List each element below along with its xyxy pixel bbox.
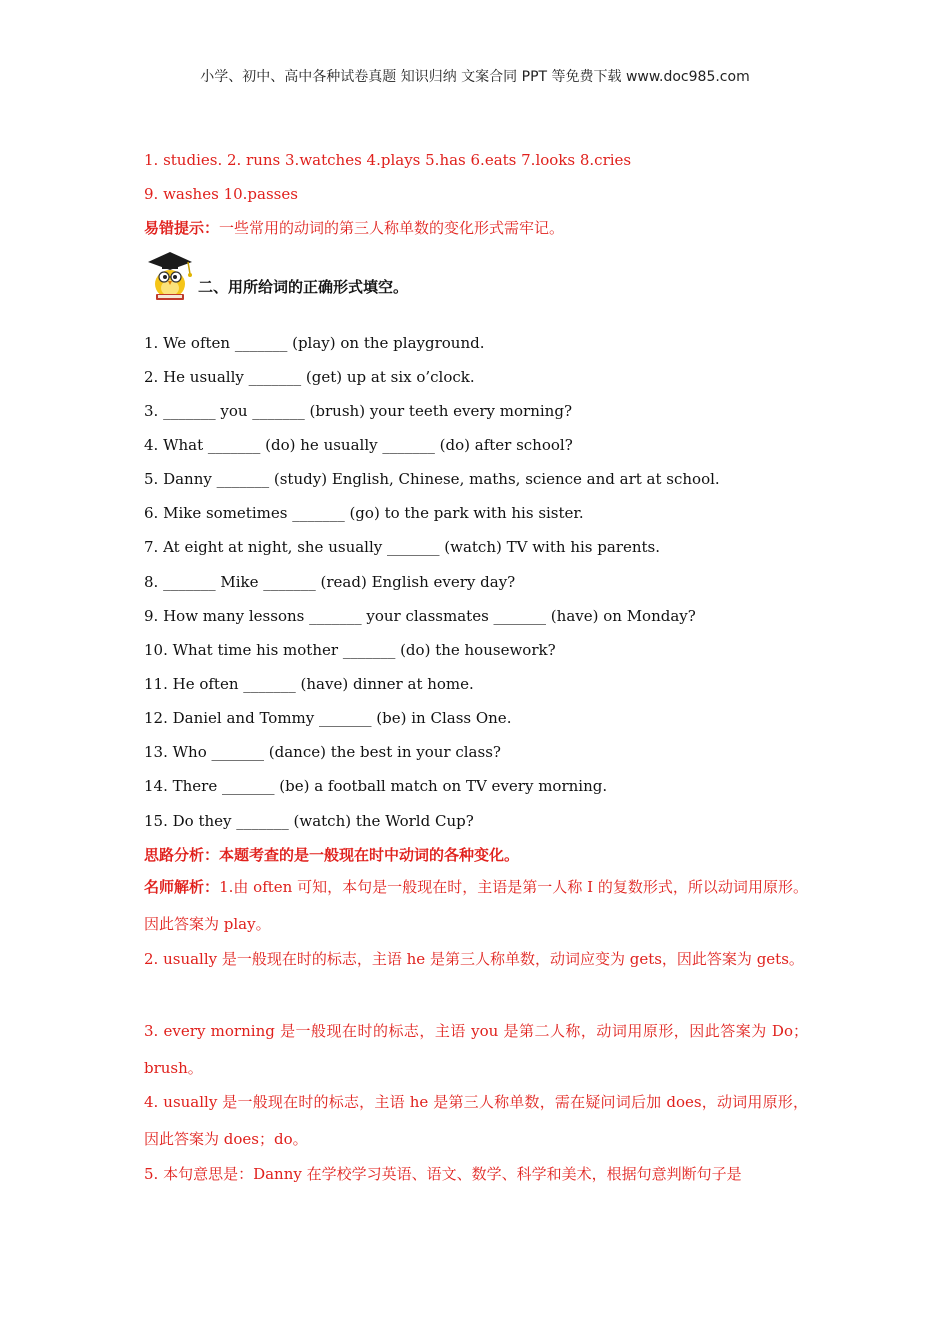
explanation-1-text: 1.由 often 可知，本句是一般现在时，主语是第一人称 I 的复数形式，所以动词用原形。因此答案为 play。 bbox=[144, 878, 808, 933]
error-tip bbox=[144, 218, 564, 238]
owl-scholar-icon bbox=[144, 248, 196, 302]
explanation-5: 5. 本句意思是：Danny 在学校学习英语、语文、数学、科学和美术，根据句意判断句子是 bbox=[144, 1165, 742, 1183]
explanation-1 bbox=[144, 869, 808, 943]
section-2-title: 二、用所给词的正确形式填空。 bbox=[198, 278, 409, 296]
question-item: 7. At eight at night, she usually _______ (watch) TV with his parents. bbox=[144, 538, 660, 556]
question-item: 14. There _______ (be) a football match on TV every morning. bbox=[144, 777, 608, 795]
question-item: 10. What time his mother _______ (do) the housework? bbox=[144, 641, 556, 659]
analysis-summary: 思路分析：本题考查的是一般现在时中动词的各种变化。 bbox=[144, 846, 520, 864]
question-item: 12. Daniel and Tommy _______ (be) in Class One. bbox=[144, 709, 512, 727]
question-item: 9. How many lessons _______ your classmates _______ (have) on Monday? bbox=[144, 607, 696, 625]
question-item: 2. He usually _______ (get) up at six o’clock. bbox=[144, 368, 475, 386]
explanation-label: 名师解析： bbox=[144, 878, 220, 896]
question-item: 15. Do they _______ (watch) the World Cup? bbox=[144, 812, 474, 830]
question-item: 5. Danny _______ (study) English, Chinese, maths, science and art at school. bbox=[144, 470, 720, 488]
section-2-heading bbox=[144, 248, 808, 304]
page-header: 小学、初中、高中各种试卷真题 知识归纳 文案合同 PPT 等免费下载 www.doc985.com bbox=[200, 69, 750, 85]
explanation-4: 4. usually 是一般现在时的标志，主语 he 是第三人称单数，需在疑问词后加 does，动词用原形，因此答案为 does；do。 bbox=[144, 1093, 808, 1148]
question-item: 13. Who _______ (dance) the best in your class? bbox=[144, 743, 501, 761]
question-item: 3. _______ you _______ (brush) your teeth every morning? bbox=[144, 402, 572, 420]
question-item: 4. What _______ (do) he usually _______ (do) after school? bbox=[144, 436, 573, 454]
explanation-2: 2. usually 是一般现在时的标志，主语 he 是第三人称单数，动词应变为 gets，因此答案为 gets。 bbox=[144, 950, 804, 968]
explanation-3: 3. every morning 是一般现在时的标志，主语 you 是第二人称，动词用原形，因此答案为 Do；brush。 bbox=[144, 1022, 808, 1077]
question-item: 11. He often _______ (have) dinner at home. bbox=[144, 675, 474, 693]
question-item: 8. _______ Mike _______ (read) English every day? bbox=[144, 573, 516, 591]
answers-line-1: 1. studies. 2. runs 3.watches 4.plays 5.has 6.eats 7.looks 8.cries bbox=[144, 151, 632, 169]
question-item: 1. We often _______ (play) on the playground. bbox=[144, 334, 485, 352]
answers-line-2: 9. washes 10.passes bbox=[144, 185, 298, 203]
error-tip-text: 一些常用的动词的第三人称单数的变化形式需牢记。 bbox=[219, 219, 565, 237]
question-item: 6. Mike sometimes _______ (go) to the park with his sister. bbox=[144, 504, 584, 522]
error-tip-label: 易错提示： bbox=[144, 219, 220, 237]
